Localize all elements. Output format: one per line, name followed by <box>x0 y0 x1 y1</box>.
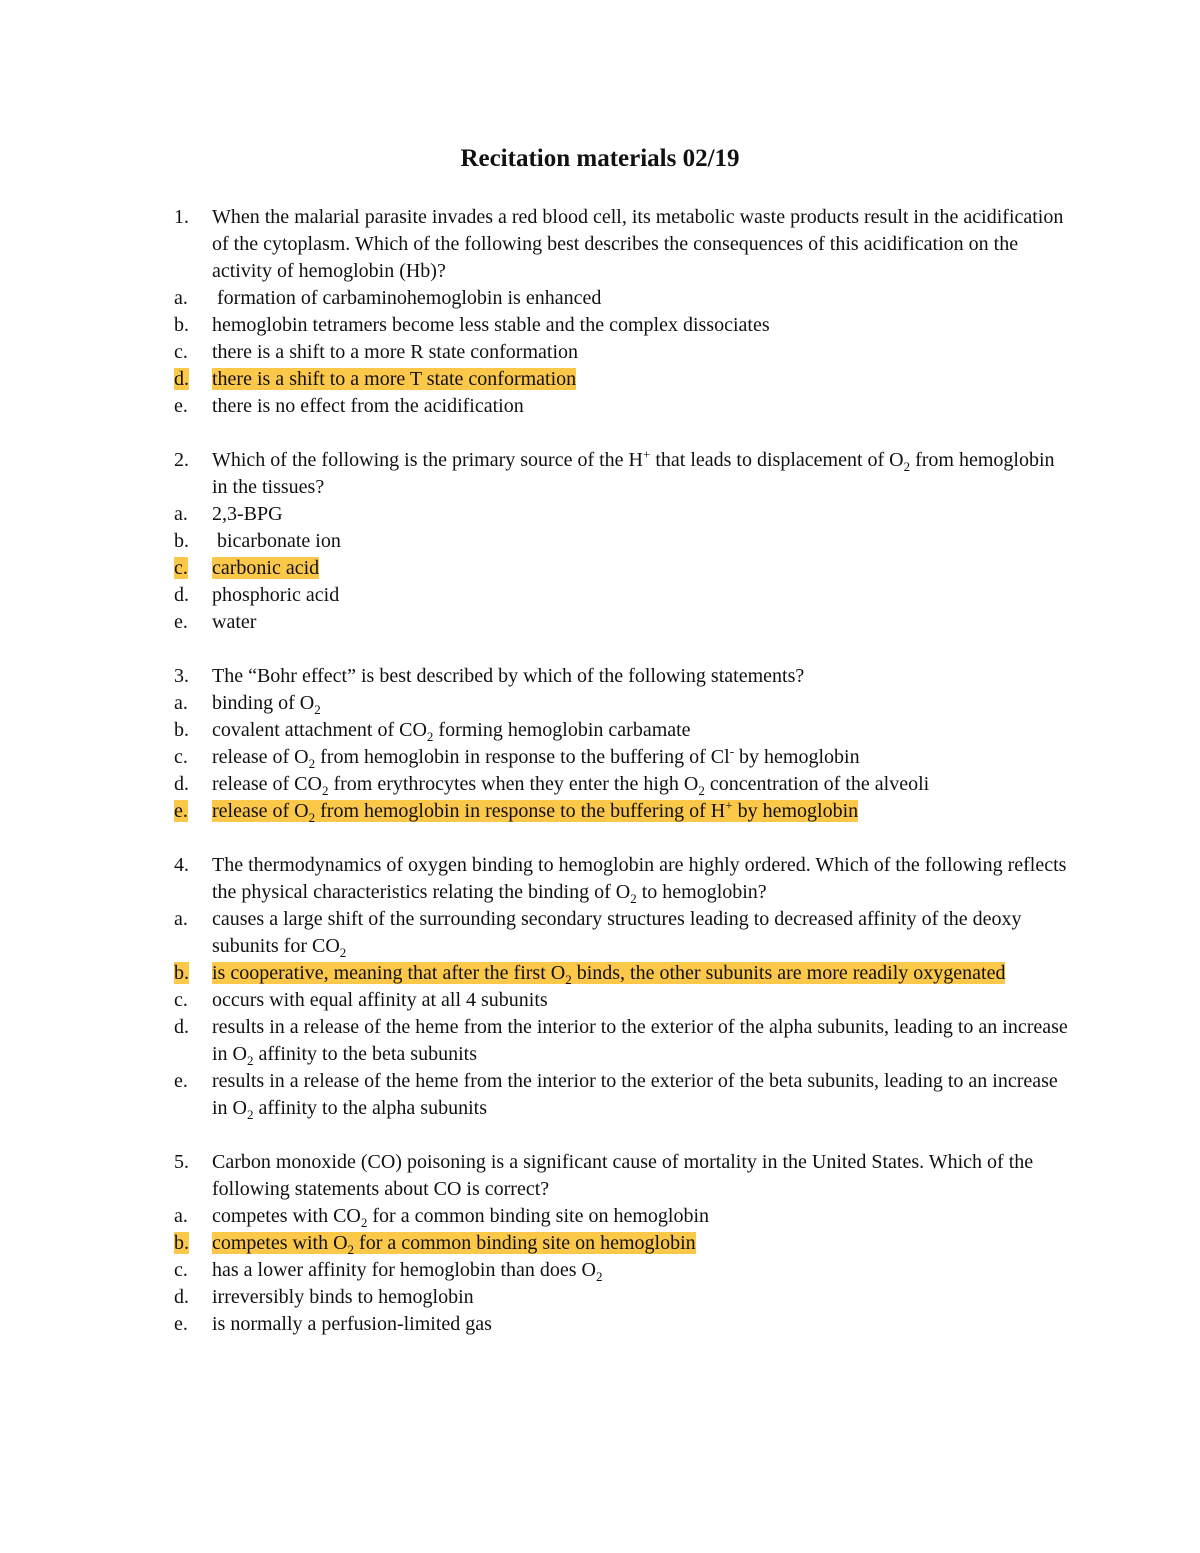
option-label: c. <box>174 341 188 363</box>
question-stem <box>174 204 1074 285</box>
answer-option <box>174 987 1074 1014</box>
option-text: release of $O_2$ from hemoglobin in response to the buffering of H+ by hemoglobin <box>212 797 859 825</box>
option-label: a. <box>174 692 188 714</box>
option-text: competes with $CO_2$ for a common binding site on hemoglobin <box>212 1205 709 1230</box>
question-stem <box>174 447 1074 501</box>
option-text: irreversibly binds to hemoglobin <box>212 1286 474 1308</box>
option-label: d. <box>174 584 189 606</box>
option-label: e. <box>174 1313 188 1335</box>
answer-option <box>174 339 1074 366</box>
option-label: b. <box>174 719 189 741</box>
option-label: a. <box>174 1205 188 1227</box>
option-label: e. <box>174 611 188 633</box>
question-number: 2. <box>174 449 189 471</box>
option-text: formation of carbaminohemoglobin is enhanced <box>212 287 602 309</box>
option-label: e. <box>174 395 188 417</box>
option-text: covalent attachment of $CO_2$ forming hemoglobin carbamate <box>212 719 691 744</box>
option-text: bicarbonate ion <box>212 530 341 552</box>
option-label: c. <box>174 989 188 1011</box>
question-text: The “Bohr effect” is best described by which of the following statements? <box>212 665 805 687</box>
question-text: When the malarial parasite invades a red blood cell, its metabolic waste products result in the acidification of the cytoplasm. Which of the following best describes the consequences of this acidification on the activity of hemoglobin (Hb)? <box>212 206 1069 282</box>
answer-option <box>174 1257 1074 1284</box>
answer-option <box>174 717 1074 744</box>
option-label: a. <box>174 503 188 525</box>
option-label: d. <box>174 1286 189 1308</box>
question-stem <box>174 1149 1074 1203</box>
answer-option <box>174 312 1074 339</box>
answer-option <box>174 1311 1074 1338</box>
option-text: is cooperative, meaning that after the first $O_2$ binds, the other subunits are more readily oxygenated <box>212 962 1006 987</box>
option-text: hemoglobin tetramers become less stable and the complex dissociates <box>212 314 770 336</box>
question-1 <box>174 204 1074 420</box>
answer-option-highlighted <box>174 798 1074 825</box>
answer-option <box>174 609 1074 636</box>
option-label: d. <box>174 368 189 390</box>
option-text: 2,3-BPG <box>212 503 283 525</box>
option-label: a. <box>174 908 188 930</box>
option-label: b. <box>174 962 189 984</box>
option-text: results in a release of the heme from the interior to the exterior of the beta subunits, leading to an increase in $O_2$ affinity to the alpha subunits <box>212 1070 1063 1122</box>
answer-option <box>174 582 1074 609</box>
answer-option <box>174 744 1074 771</box>
answer-option <box>174 501 1074 528</box>
option-text: results in a release of the heme from the interior to the exterior of the alpha subunits, leading to an increase in $O_2$ affinity to the beta subunits <box>212 1016 1073 1068</box>
answer-option <box>174 285 1074 312</box>
answer-option-highlighted <box>174 960 1074 987</box>
option-text: has a lower affinity for hemoglobin than does $O_2$ <box>212 1259 603 1284</box>
answer-option <box>174 1284 1074 1311</box>
option-label: e. <box>174 1070 188 1092</box>
option-text: water <box>212 611 257 633</box>
question-number: 4. <box>174 854 189 876</box>
question-number: 5. <box>174 1151 189 1173</box>
answer-option <box>174 1068 1074 1122</box>
option-text: causes a large shift of the surrounding secondary structures leading to decreased affinity of the deoxy subunits for $CO_2$ <box>212 908 1027 960</box>
answer-option-highlighted <box>174 366 1074 393</box>
option-label: c. <box>174 557 188 579</box>
page-title: Recitation materials 02/19 <box>460 145 740 172</box>
option-label: c. <box>174 746 188 768</box>
option-label: d. <box>174 1016 189 1038</box>
answer-option <box>174 771 1074 798</box>
question-5 <box>174 1149 1074 1338</box>
answer-option <box>174 393 1074 420</box>
option-text: binding of $O_2$ <box>212 692 321 717</box>
option-text: is normally a perfusion-limited gas <box>212 1313 492 1335</box>
option-text: there is a shift to a more R state conformation <box>212 341 579 363</box>
answer-option <box>174 528 1074 555</box>
answer-option <box>174 1203 1074 1230</box>
answer-option-highlighted <box>174 1230 1074 1257</box>
answer-option <box>174 690 1074 717</box>
question-number: 3. <box>174 665 189 687</box>
option-text: competes with $O_2$ for a common binding site on hemoglobin <box>212 1232 696 1257</box>
option-label: c. <box>174 1259 188 1281</box>
option-text: phosphoric acid <box>212 584 340 606</box>
question-stem <box>174 852 1074 906</box>
question-2 <box>174 447 1074 636</box>
option-text: carbonic acid <box>212 557 320 579</box>
option-label: d. <box>174 773 189 795</box>
question-stem <box>174 663 1074 690</box>
answer-option-highlighted <box>174 555 1074 582</box>
question-4 <box>174 852 1074 1122</box>
question-number: 1. <box>174 206 189 228</box>
option-label: b. <box>174 314 189 336</box>
option-text: there is a shift to a more T state conformation <box>212 368 577 390</box>
question-text: Carbon monoxide (CO) poisoning is a significant cause of mortality in the United States. Which of the following statements about CO is correct? <box>212 1151 1039 1200</box>
option-text: release of $O_2$ from hemoglobin in response to the buffering of Cl- by hemoglobin <box>212 743 860 771</box>
option-label: b. <box>174 1232 189 1254</box>
option-text: occurs with equal affinity at all 4 subunits <box>212 989 548 1011</box>
option-label: a. <box>174 287 188 309</box>
question-text: The thermodynamics of oxygen binding to hemoglobin are highly ordered. Which of the following reflects the physical characteristics relating the binding of $O_2$ to hemoglobin? <box>212 854 1072 906</box>
option-text: release of $CO_2$ from erythrocytes when they enter the high $O_2$ concentration of the alveoli <box>212 773 930 798</box>
question-text: Which of the following is the primary source of the H+ that leads to displacement of $O_2$ from hemoglobin in the tissues? <box>212 446 1060 498</box>
option-label: e. <box>174 800 188 822</box>
question-list <box>174 204 1074 1338</box>
answer-option <box>174 1014 1074 1068</box>
question-3 <box>174 663 1074 825</box>
option-label: b. <box>174 530 189 552</box>
answer-option <box>174 906 1074 960</box>
option-text: there is no effect from the acidification <box>212 395 524 417</box>
